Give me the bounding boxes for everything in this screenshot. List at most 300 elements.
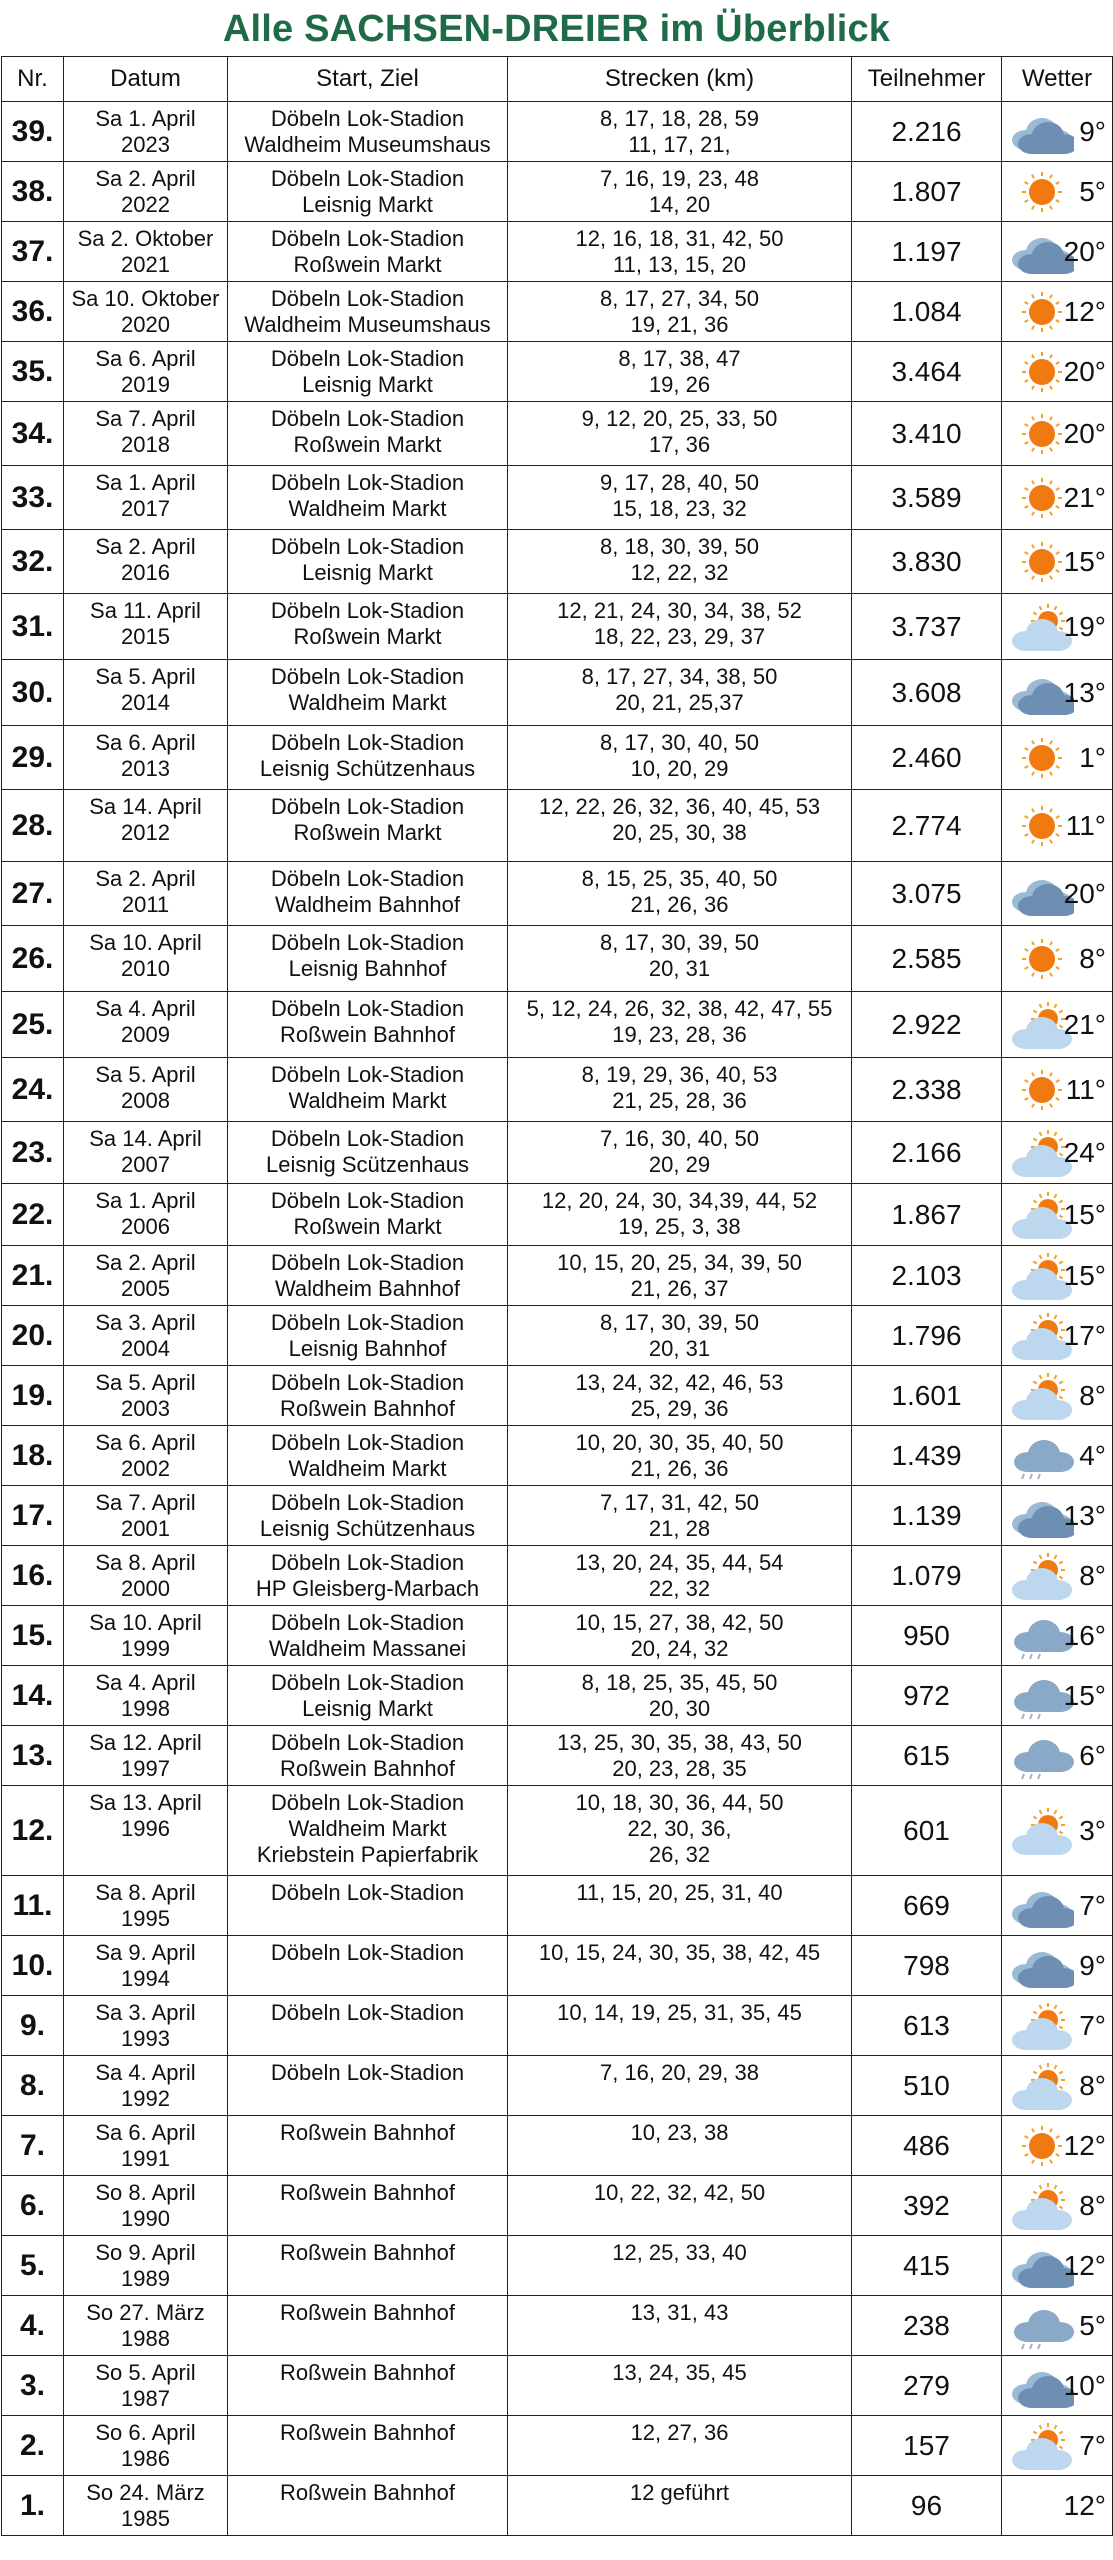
table-row <box>2 102 1113 162</box>
date-line: Sa 6. April <box>95 730 196 755</box>
temperature: 13° <box>1063 676 1106 708</box>
cell-nr: 19. <box>2 1366 64 1426</box>
distance-line: 12 geführt <box>629 2480 730 2505</box>
temperature: 17° <box>1063 1319 1106 1351</box>
date-line: Sa 2. April <box>95 166 196 191</box>
cell-nr: 4. <box>2 2296 64 2356</box>
route-line: Leisnig Scützenhaus <box>265 1152 470 1177</box>
cell-datum <box>64 1996 228 2056</box>
cell-wetter <box>1002 992 1113 1058</box>
date-line: 1999 <box>121 1636 170 1661</box>
cell-datum <box>64 2476 228 2536</box>
weather-wrap <box>1002 2237 1112 2295</box>
cell-strecken <box>508 1786 852 1876</box>
route-line: Leisnig Markt <box>302 1696 433 1721</box>
table-row <box>2 992 1113 1058</box>
cell-wetter <box>1002 726 1113 790</box>
distance-line: 8, 17, 38, 47 <box>618 346 741 371</box>
table-row <box>2 1876 1113 1936</box>
cell-wetter <box>1002 1058 1113 1122</box>
route-line: Döbeln Lok-Stadion <box>270 534 465 559</box>
route-line: Waldheim Markt <box>288 690 447 715</box>
weather-wrap <box>1002 103 1112 161</box>
cell-datum <box>64 1726 228 1786</box>
date-line: Sa 8. April <box>95 1550 196 1575</box>
cell-start-ziel <box>228 862 508 926</box>
temperature: 13° <box>1063 1499 1106 1531</box>
weather-wrap <box>1002 2477 1112 2535</box>
date-line: 2014 <box>121 690 170 715</box>
distance-line: 8, 17, 30, 39, 50 <box>599 1310 760 1335</box>
temperature: 8° <box>1079 1559 1106 1591</box>
table-row <box>2 1726 1113 1786</box>
distance-line: 21, 26, 37 <box>630 1276 729 1301</box>
cell-wetter <box>1002 1666 1113 1726</box>
distance-line: 8, 17, 30, 40, 50 <box>599 730 760 755</box>
cell-teilnehmer: 1.079 <box>852 1546 1002 1606</box>
cell-start-ziel <box>228 282 508 342</box>
cell-wetter <box>1002 466 1113 530</box>
distance-line: 10, 22, 32, 42, 50 <box>593 2180 766 2205</box>
cell-start-ziel <box>228 102 508 162</box>
weather-wrap <box>1002 993 1112 1057</box>
cell-wetter <box>1002 2056 1113 2116</box>
cell-nr: 3. <box>2 2356 64 2416</box>
cell-nr: 36. <box>2 282 64 342</box>
route-line: Leisnig Markt <box>302 192 433 217</box>
cell-datum <box>64 1936 228 1996</box>
weather-wrap <box>1002 1247 1112 1305</box>
cell-nr: 26. <box>2 926 64 992</box>
cell-nr: 24. <box>2 1058 64 1122</box>
date-line: 2015 <box>121 624 170 649</box>
distance-line: 13, 31, 43 <box>630 2300 729 2325</box>
distance-line: 8, 17, 30, 39, 50 <box>599 930 760 955</box>
cell-strecken <box>508 1122 852 1184</box>
cell-strecken <box>508 466 852 530</box>
distance-line: 22, 30, 36, <box>627 1816 732 1841</box>
route-line: Döbeln Lok-Stadion <box>270 1310 465 1335</box>
cell-start-ziel <box>228 1306 508 1366</box>
route-line: Döbeln Lok-Stadion <box>270 866 465 891</box>
route-line: Döbeln Lok-Stadion <box>270 930 465 955</box>
cell-wetter <box>1002 2296 1113 2356</box>
distance-line: 10, 15, 24, 30, 35, 38, 42, 45 <box>538 1940 821 1965</box>
cell-nr: 8. <box>2 2056 64 2116</box>
cell-start-ziel <box>228 1058 508 1122</box>
cell-strecken <box>508 726 852 790</box>
weather-wrap <box>1002 2057 1112 2115</box>
cell-wetter <box>1002 1936 1113 1996</box>
distance-line: 12, 22, 32 <box>630 560 729 585</box>
route-line: Döbeln Lok-Stadion <box>270 1550 465 1575</box>
cell-strecken <box>508 2176 852 2236</box>
distance-line: 21, 26, 36 <box>630 892 729 917</box>
cell-datum <box>64 102 228 162</box>
distance-line: 19, 21, 36 <box>630 312 729 337</box>
cell-strecken <box>508 1876 852 1936</box>
distance-line: 26, 32 <box>648 1842 711 1867</box>
cell-teilnehmer: 601 <box>852 1786 1002 1876</box>
cell-datum <box>64 1606 228 1666</box>
table-row <box>2 2176 1113 2236</box>
date-line: Sa 6. April <box>95 1430 196 1455</box>
distance-line: 19, 23, 28, 36 <box>612 1022 747 1047</box>
distance-line: 7, 16, 20, 29, 38 <box>599 2060 760 2085</box>
weather-wrap <box>1002 1727 1112 1785</box>
table-row <box>2 530 1113 594</box>
date-line: 1986 <box>121 2446 170 2471</box>
cell-teilnehmer: 615 <box>852 1726 1002 1786</box>
sun-cloud-icon <box>1010 2422 1074 2470</box>
cell-strecken <box>508 1996 852 2056</box>
route-line: Leisnig Markt <box>302 372 433 397</box>
cell-datum <box>64 2356 228 2416</box>
table-row <box>2 222 1113 282</box>
date-line: 1997 <box>121 1756 170 1781</box>
rain-cloud-icon <box>1010 2302 1074 2350</box>
cell-teilnehmer: 486 <box>852 2116 1002 2176</box>
cell-datum <box>64 992 228 1058</box>
temperature: 12° <box>1063 2249 1106 2281</box>
table-row <box>2 2116 1113 2176</box>
sun-icon <box>1010 935 1074 983</box>
distance-line: 20, 31 <box>648 1336 711 1361</box>
cell-start-ziel <box>228 1246 508 1306</box>
route-line: Döbeln Lok-Stadion <box>270 1430 465 1455</box>
cell-datum <box>64 530 228 594</box>
date-line: Sa 7. April <box>95 406 196 431</box>
date-line: Sa 4. April <box>95 996 196 1021</box>
cell-nr: 5. <box>2 2236 64 2296</box>
cell-start-ziel <box>228 2236 508 2296</box>
cell-nr: 12. <box>2 1786 64 1876</box>
cell-teilnehmer: 96 <box>852 2476 1002 2536</box>
cell-strecken <box>508 1546 852 1606</box>
table-header-row <box>2 57 1113 102</box>
date-line: Sa 7. April <box>95 1490 196 1515</box>
weather-wrap <box>1002 661 1112 725</box>
distance-line: 21, 28 <box>648 1516 711 1541</box>
date-line: 2019 <box>121 372 170 397</box>
date-line: So 5. April <box>95 2360 196 2385</box>
cell-strecken <box>508 2296 852 2356</box>
temperature: 8° <box>1079 2069 1106 2101</box>
cell-datum <box>64 222 228 282</box>
table-row <box>2 2416 1113 2476</box>
route-line: Waldheim Markt <box>288 1088 447 1113</box>
date-line: 1988 <box>121 2326 170 2351</box>
cell-datum <box>64 2416 228 2476</box>
cell-teilnehmer: 2.774 <box>852 790 1002 862</box>
cell-start-ziel <box>228 660 508 726</box>
route-line: Waldheim Markt <box>288 1816 447 1841</box>
cell-wetter <box>1002 1996 1113 2056</box>
distance-line: 8, 18, 25, 35, 45, 50 <box>581 1670 778 1695</box>
distance-line: 12, 27, 36 <box>630 2420 729 2445</box>
route-line: Roßwein Bahnhof <box>280 1022 455 1047</box>
weather-wrap <box>1002 163 1112 221</box>
weather-wrap <box>1002 2357 1112 2415</box>
date-line: So 6. April <box>95 2420 196 2445</box>
distance-line: 7, 17, 31, 42, 50 <box>599 1490 760 1515</box>
date-line: Sa 12. April <box>89 1730 202 1755</box>
cell-strecken <box>508 660 852 726</box>
sun-cloud-icon <box>1010 2002 1074 2050</box>
weather-wrap <box>1002 1547 1112 1605</box>
sun-cloud-icon <box>1010 1552 1074 1600</box>
cell-teilnehmer: 3.737 <box>852 594 1002 660</box>
cell-teilnehmer: 613 <box>852 1996 1002 2056</box>
table-row <box>2 1486 1113 1546</box>
date-line: 2006 <box>121 1214 170 1239</box>
cell-wetter <box>1002 342 1113 402</box>
cell-strecken <box>508 2476 852 2536</box>
table-row <box>2 1058 1113 1122</box>
date-line: 1992 <box>121 2086 170 2111</box>
cell-nr: 6. <box>2 2176 64 2236</box>
sun-cloud-icon <box>1010 1807 1074 1855</box>
weather-wrap <box>1002 531 1112 593</box>
distance-line: 20, 30 <box>648 1696 711 1721</box>
sun-cloud-icon <box>1010 2182 1074 2230</box>
date-line: So 8. April <box>95 2180 196 2205</box>
distance-line: 7, 16, 30, 40, 50 <box>599 1126 760 1151</box>
cell-datum <box>64 1184 228 1246</box>
cell-datum <box>64 726 228 790</box>
table-row <box>2 1786 1113 1876</box>
temperature: 15° <box>1063 545 1106 577</box>
header-start-ziel: Start, Ziel <box>228 57 508 102</box>
date-line: 2001 <box>121 1516 170 1541</box>
date-line: 2004 <box>121 1336 170 1361</box>
cell-nr: 32. <box>2 530 64 594</box>
route-line: Leisnig Bahnhof <box>288 956 447 981</box>
weather-wrap <box>1002 1937 1112 1995</box>
date-line: 2009 <box>121 1022 170 1047</box>
table-row <box>2 2356 1113 2416</box>
route-line: Roßwein Bahnhof <box>280 2240 455 2265</box>
cell-nr: 22. <box>2 1184 64 1246</box>
cell-datum <box>64 2116 228 2176</box>
cell-strecken <box>508 282 852 342</box>
weather-wrap <box>1002 403 1112 465</box>
sun-cloud-icon <box>1010 2062 1074 2110</box>
date-line: Sa 14. April <box>89 794 202 819</box>
cell-strecken <box>508 1426 852 1486</box>
cell-wetter <box>1002 926 1113 992</box>
cell-teilnehmer: 3.410 <box>852 402 1002 466</box>
date-line: Sa 9. April <box>95 1940 196 1965</box>
cell-wetter <box>1002 660 1113 726</box>
date-line: 2018 <box>121 432 170 457</box>
route-line: Döbeln Lok-Stadion <box>270 1610 465 1635</box>
distance-line: 25, 29, 36 <box>630 1396 729 1421</box>
cell-wetter <box>1002 530 1113 594</box>
route-line: Roßwein Markt <box>293 1214 442 1239</box>
date-line: Sa 2. April <box>95 1250 196 1275</box>
date-line: 2010 <box>121 956 170 981</box>
route-line: Döbeln Lok-Stadion <box>270 1250 465 1275</box>
route-line: Döbeln Lok-Stadion <box>270 1490 465 1515</box>
route-line: Döbeln Lok-Stadion <box>270 1880 465 1905</box>
table-row <box>2 1184 1113 1246</box>
sun-icon <box>1010 802 1074 850</box>
distance-line: 14, 20 <box>648 192 711 217</box>
weather-wrap <box>1002 2117 1112 2175</box>
cell-datum <box>64 1486 228 1546</box>
route-line: Roßwein Bahnhof <box>280 2360 455 2385</box>
table-row <box>2 466 1113 530</box>
cell-strecken <box>508 2116 852 2176</box>
distance-line: 9, 17, 28, 40, 50 <box>599 470 760 495</box>
rain-cloud-icon <box>1010 1432 1074 1480</box>
cell-strecken <box>508 222 852 282</box>
route-line: Roßwein Markt <box>293 432 442 457</box>
cell-teilnehmer: 2.585 <box>852 926 1002 992</box>
cell-start-ziel <box>228 992 508 1058</box>
date-line: Sa 3. April <box>95 1310 196 1335</box>
cell-start-ziel <box>228 790 508 862</box>
cell-start-ziel <box>228 1426 508 1486</box>
cell-teilnehmer: 798 <box>852 1936 1002 1996</box>
distance-line: 10, 15, 20, 25, 34, 39, 50 <box>557 1250 802 1275</box>
date-line: So 27. März <box>86 2300 205 2325</box>
table-row <box>2 342 1113 402</box>
temperature: 24° <box>1063 1136 1106 1168</box>
weather-wrap <box>1002 1997 1112 2055</box>
route-line: Waldheim Markt <box>288 1456 447 1481</box>
distance-line: 17, 36 <box>648 432 711 457</box>
date-line: 2011 <box>121 892 170 917</box>
weather-wrap <box>1002 467 1112 529</box>
weather-wrap <box>1002 2297 1112 2355</box>
cell-teilnehmer: 3.075 <box>852 862 1002 926</box>
cell-wetter <box>1002 1546 1113 1606</box>
route-line: Leisnig Bahnhof <box>288 1336 447 1361</box>
distance-line: 20, 31 <box>648 956 711 981</box>
date-line: 1989 <box>121 2266 170 2291</box>
table-row <box>2 402 1113 466</box>
cell-wetter <box>1002 1306 1113 1366</box>
date-line: 1991 <box>121 2146 170 2171</box>
cell-datum <box>64 1122 228 1184</box>
cell-start-ziel <box>228 2176 508 2236</box>
cell-start-ziel <box>228 1366 508 1426</box>
cell-teilnehmer: 1.807 <box>852 162 1002 222</box>
cell-teilnehmer: 1.139 <box>852 1486 1002 1546</box>
cell-wetter <box>1002 862 1113 926</box>
distance-line: 20, 21, 25,37 <box>615 690 744 715</box>
table-row <box>2 1246 1113 1306</box>
table-row <box>2 282 1113 342</box>
cell-start-ziel <box>228 402 508 466</box>
cell-datum <box>64 2176 228 2236</box>
cell-wetter <box>1002 1122 1113 1184</box>
cell-nr: 10. <box>2 1936 64 1996</box>
distance-line: 18, 22, 23, 29, 37 <box>593 624 766 649</box>
temperature: 20° <box>1063 417 1106 449</box>
route-line: Leisnig Markt <box>302 560 433 585</box>
cell-datum <box>64 1876 228 1936</box>
cell-teilnehmer: 1.439 <box>852 1426 1002 1486</box>
temperature: 5° <box>1079 175 1106 207</box>
cell-strecken <box>508 530 852 594</box>
cell-datum <box>64 402 228 466</box>
date-line: Sa 8. April <box>95 1880 196 1905</box>
distance-line: 7, 16, 19, 23, 48 <box>599 166 760 191</box>
cell-wetter <box>1002 2416 1113 2476</box>
header-teilnehmer: Teilnehmer <box>852 57 1002 102</box>
cell-start-ziel <box>228 1936 508 1996</box>
distance-line: 21, 25, 28, 36 <box>612 1088 747 1113</box>
weather-wrap <box>1002 1877 1112 1935</box>
route-line: Döbeln Lok-Stadion <box>270 794 465 819</box>
route-line: Waldheim Massanei <box>268 1636 467 1661</box>
cell-wetter <box>1002 1786 1113 1876</box>
cell-teilnehmer: 2.103 <box>852 1246 1002 1306</box>
cell-datum <box>64 1546 228 1606</box>
cell-start-ziel <box>228 1996 508 2056</box>
cell-nr: 25. <box>2 992 64 1058</box>
cell-nr: 39. <box>2 102 64 162</box>
distance-line: 12, 20, 24, 30, 34,39, 44, 52 <box>541 1188 818 1213</box>
route-line: Roßwein Bahnhof <box>280 2480 455 2505</box>
weather-wrap <box>1002 223 1112 281</box>
distance-line: 19, 25, 3, 38 <box>618 1214 741 1239</box>
date-line: 2017 <box>121 496 170 521</box>
cell-datum <box>64 1246 228 1306</box>
date-line: Sa 2. April <box>95 534 196 559</box>
route-line: Döbeln Lok-Stadion <box>270 346 465 371</box>
route-line: Waldheim Museumshaus <box>244 132 491 157</box>
cell-nr: 37. <box>2 222 64 282</box>
weather-wrap <box>1002 727 1112 789</box>
date-line: Sa 14. April <box>89 1126 202 1151</box>
distance-line: 20, 29 <box>648 1152 711 1177</box>
cell-start-ziel <box>228 530 508 594</box>
cell-teilnehmer: 1.796 <box>852 1306 1002 1366</box>
temperature: 21° <box>1063 481 1106 513</box>
temperature: 9° <box>1079 1949 1106 1981</box>
date-line: Sa 1. April <box>95 470 196 495</box>
date-line: Sa 2. April <box>95 866 196 891</box>
date-line: Sa 2. Oktober <box>77 226 214 251</box>
cell-datum <box>64 162 228 222</box>
temperature: 15° <box>1063 1679 1106 1711</box>
weather-wrap <box>1002 1367 1112 1425</box>
temperature: 10° <box>1063 2369 1106 2401</box>
route-line: Roßwein Bahnhof <box>280 1756 455 1781</box>
date-line: Sa 10. April <box>89 1610 202 1635</box>
cell-datum <box>64 342 228 402</box>
table-row <box>2 2056 1113 2116</box>
route-line: Döbeln Lok-Stadion <box>270 226 465 251</box>
weather-wrap <box>1002 2177 1112 2235</box>
weather-wrap <box>1002 283 1112 341</box>
cell-datum <box>64 1366 228 1426</box>
cell-nr: 33. <box>2 466 64 530</box>
cell-start-ziel <box>228 2116 508 2176</box>
route-line: Döbeln Lok-Stadion <box>270 598 465 623</box>
date-line: 1993 <box>121 2026 170 2051</box>
weather-wrap <box>1002 927 1112 991</box>
route-line: Döbeln Lok-Stadion <box>270 996 465 1021</box>
cell-nr: 35. <box>2 342 64 402</box>
cell-start-ziel <box>228 1876 508 1936</box>
route-line: Kriebstein Papierfabrik <box>256 1842 479 1867</box>
route-line: Waldheim Markt <box>288 496 447 521</box>
